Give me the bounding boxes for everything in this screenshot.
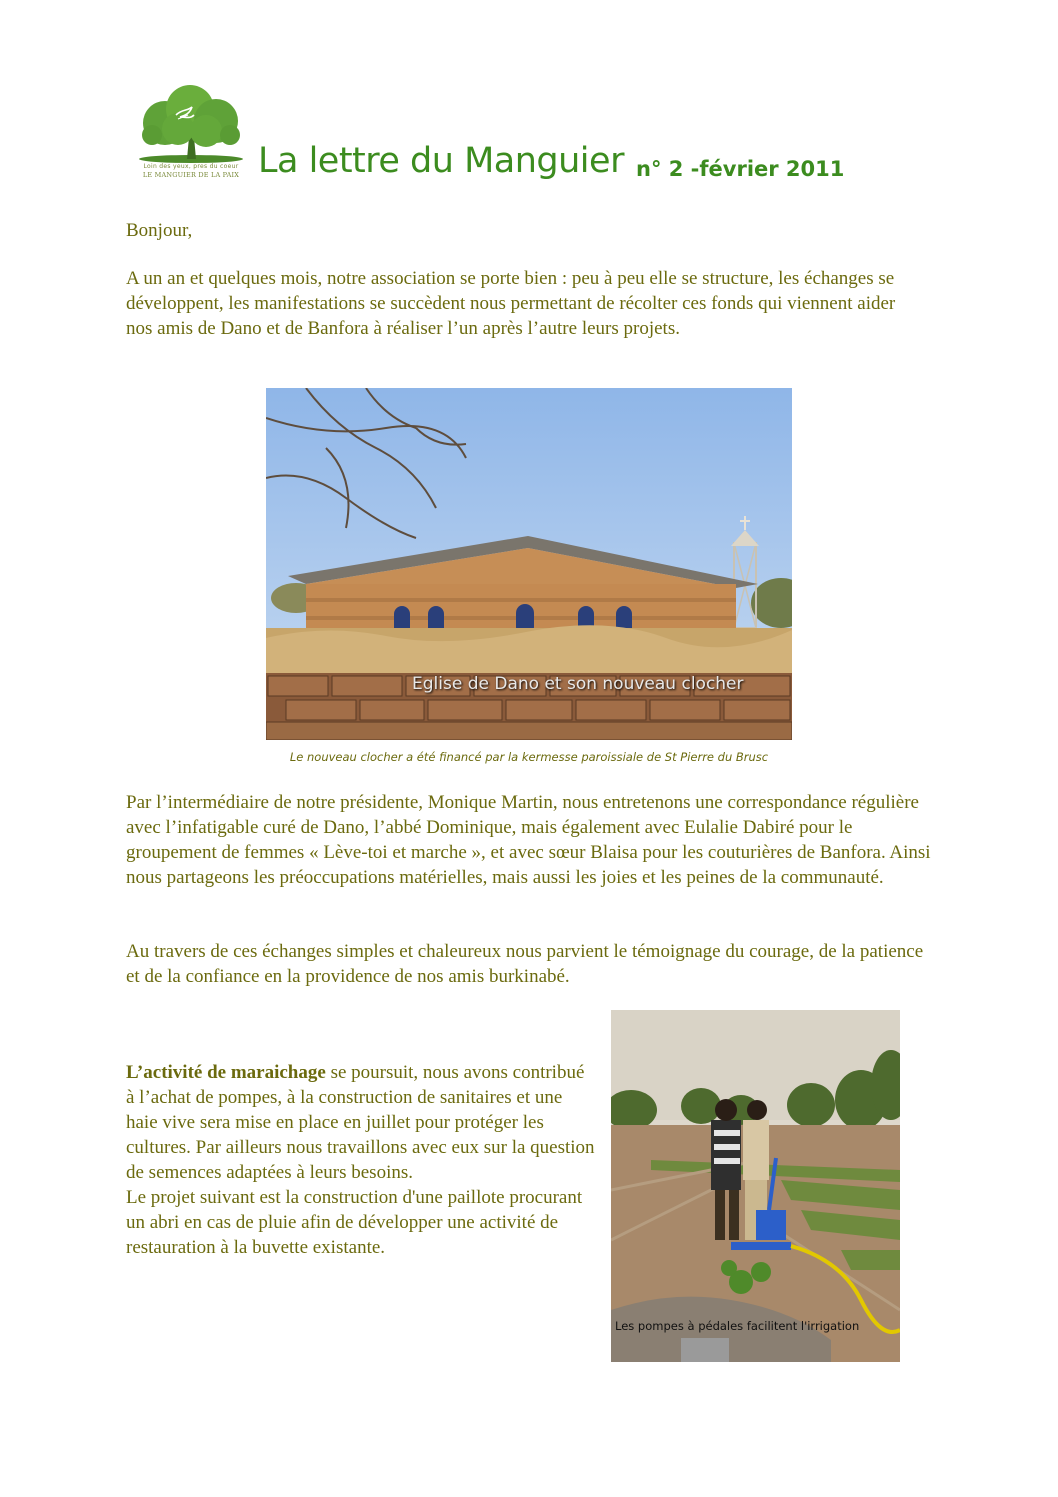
logo-name: LE MANGUIER DE LA PAIX: [142, 171, 240, 179]
garden-pump-photo: [611, 1010, 900, 1362]
church-photo-caption: Le nouveau clocher a été financé par la kermesse paroissiale de St Pierre du Brusc: [289, 750, 769, 764]
paragraph-correspondence: Par l’intermédiaire de notre présidente, Monique Martin, nous entretenons une correspondance régulière avec l’infatigable curé de Dano, l’abbé Dominique, mais également avec Eulalie Dabiré pour le groupement de femmes « Lève-toi et marche », et avec sœur Blaisa pour les couturières de Banfora. Ainsi nous partageons les préoccupations matérielles, mais aussi les joies et les peines de la communauté.: [126, 792, 931, 888]
manguier-logo: [130, 85, 252, 177]
church-photo-overlay-text: Eglise de Dano et son nouveau clocher: [412, 674, 744, 694]
market-garden-text: se poursuit, nous avons contribué à l’achat de pompes, à la construction de sanitaires et une haie vive sera mise en place en juillet pour protéger les cultures. Par ailleurs nous travaillons avec eux sur la question de semences adaptées à leurs besoins.: [126, 1062, 595, 1183]
paragraph-intro: A un an et quelques mois, notre association se porte bien : peu à peu elle se structure, les échanges se développent, les manifestations se succèdent nous permettant de récolter ces fonds qui viennent aider nos amis de Dano et de Banfora à réaliser l’un après l’autre leurs projets.: [126, 268, 896, 339]
paragraph-testimony: Au travers de ces échanges simples et chaleureux nous parvient le témoignage du courage, de la patience et de la confiance en la providence de nos amis burkinabé.: [126, 941, 924, 987]
paragraph-market-garden: [126, 1060, 596, 1260]
garden-pump-photo-overlay-text: Les pompes à pédales facilitent l'irrigation: [615, 1319, 860, 1333]
market-garden-heading: L’activité de maraichage: [126, 1062, 326, 1083]
logo-tagline: Loin des yeux, pres du coeur: [143, 163, 239, 170]
newsletter-title: La lettre du Manguier: [258, 141, 624, 181]
paragraph-next-project: Le projet suivant est la construction d'une paillote procurant un abri en cas de pluie afin de développer une activité de restauration à la buvette existante.: [126, 1187, 583, 1258]
issue-number: n° 2 -février 2011: [636, 157, 845, 181]
greeting: Bonjour,: [126, 220, 193, 241]
mango-tree-icon: [130, 85, 252, 165]
